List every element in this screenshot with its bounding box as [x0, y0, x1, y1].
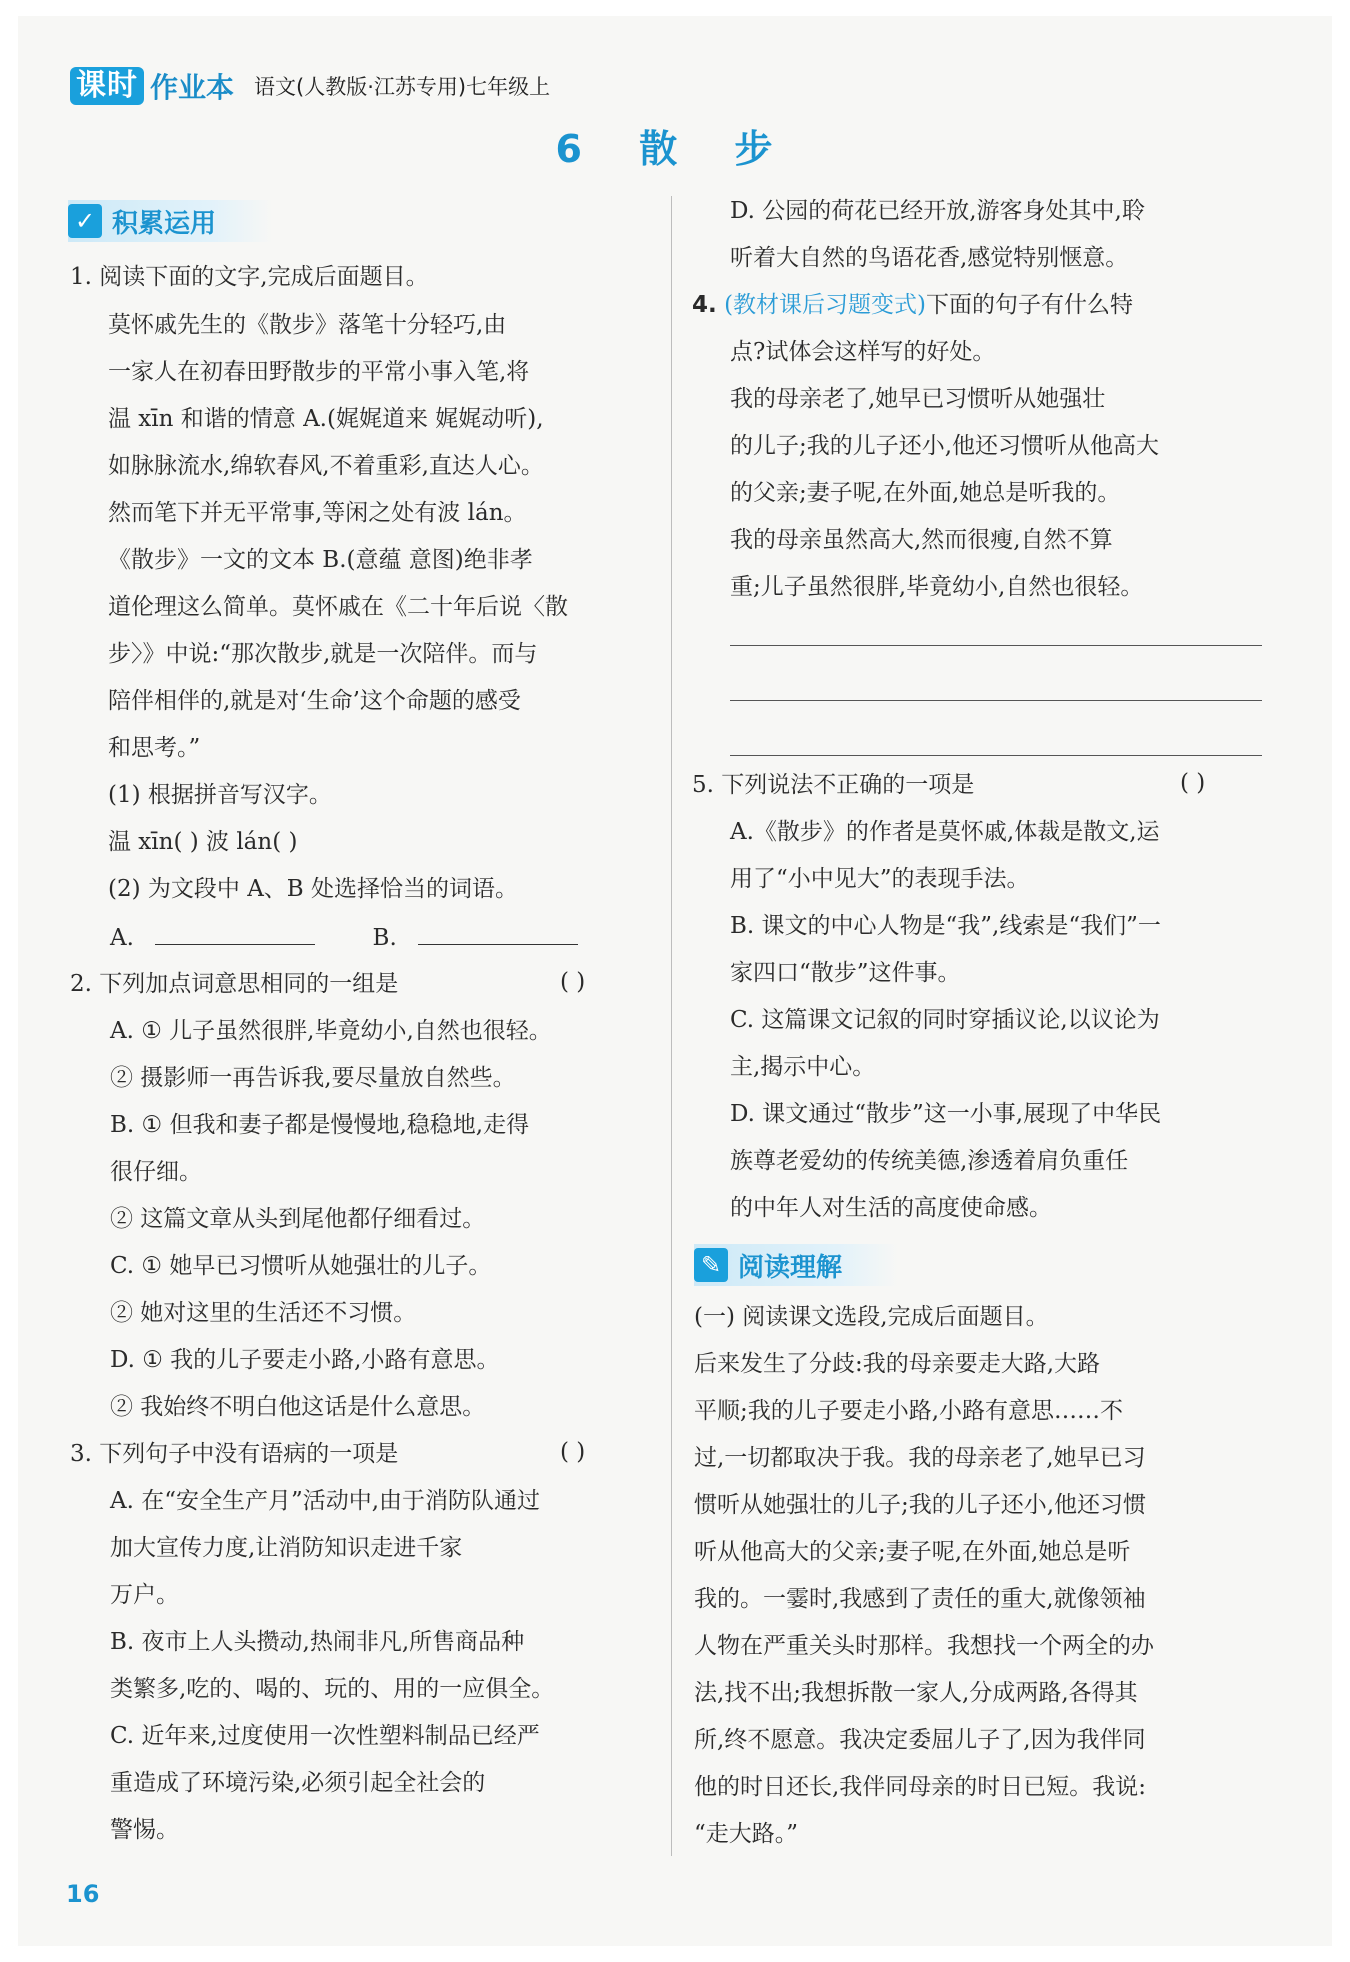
answer-blank-b[interactable]: [418, 922, 578, 945]
q1-stem: 1. 阅读下面的文字,完成后面题目。: [70, 264, 429, 290]
q1-sub1-blanks: 温 xīn( ) 波 lán( ): [108, 829, 298, 855]
q4-stem: [692, 290, 1133, 320]
q3-option-a-cont: 加大宣传力度,让消防知识走进千家: [110, 1535, 463, 1561]
q4-answer-line-1[interactable]: [730, 645, 1262, 646]
section-header-reading: [694, 1244, 898, 1286]
page-header: [70, 64, 550, 108]
q4-quote-line: 我的母亲老了,她早已习惯听从她强壮: [730, 386, 1106, 412]
q2-option-a1: A. ① 儿子虽然很胖,毕竟幼小,自然也很轻。: [110, 1018, 552, 1044]
q5-option-c: C. 这篇课文记叙的同时穿插议论,以议论为: [730, 1007, 1160, 1033]
q2-option-c1: C. ① 她早已习惯听从她强壮的儿子。: [110, 1253, 492, 1279]
q1-sub1: (1) 根据拼音写汉字。: [108, 782, 332, 808]
lesson-title: 6 散 步: [555, 127, 795, 171]
q3-option-a-cont: 万户。: [110, 1582, 179, 1608]
reading-passage-line: 法,找不出;我想拆散一家人,分成两路,各得其: [694, 1680, 1138, 1706]
passage-line: 温 xīn 和谐的情意 A.(娓娓道来 娓娓动听),: [108, 406, 544, 432]
reading-passage-line: 平顺;我的儿子要走小路,小路有意思……不: [694, 1398, 1124, 1424]
q3-option-d: D. 公园的荷花已经开放,游客身处其中,聆: [730, 198, 1145, 224]
label-a: A.: [110, 925, 134, 951]
reading-passage-line: 惯听从她强壮的儿子;我的儿子还小,他还习惯: [694, 1492, 1147, 1518]
passage-line: 然而笔下并无平常事,等闲之处有波 lán。: [108, 500, 527, 526]
book-logo: [70, 66, 234, 106]
q4-stem-text: 下面的句子有什么特: [926, 292, 1134, 318]
reading-passage-line: 人物在严重关头时那样。我想找一个两全的办: [694, 1633, 1154, 1659]
q5-option-a-cont: 用了“小中见大”的表现手法。: [730, 866, 1030, 892]
q2-option-b1-cont: 很仔细。: [110, 1159, 202, 1185]
q5-option-b: B. 课文的中心人物是“我”,线索是“我们”一: [730, 913, 1161, 939]
passage-line: 《散步》一文的文本 B.(意蕴 意图)绝非孝: [108, 547, 533, 573]
reading-passage-line: 我的。一霎时,我感到了责任的重大,就像领袖: [694, 1586, 1146, 1612]
q4-quote-line: 的儿子;我的儿子还小,他还习惯听从他高大: [730, 433, 1160, 459]
q2-option-c2: ② 她对这里的生活还不习惯。: [110, 1300, 417, 1326]
logo-text: 作业本: [150, 71, 235, 104]
logo-box: 课时: [70, 67, 144, 105]
check-icon: ✓: [68, 204, 102, 238]
q3-option-c-cont: 警惕。: [110, 1817, 179, 1843]
q5-option-d-cont: 的中年人对生活的高度使命感。: [730, 1195, 1052, 1221]
q5-option-d: D. 课文通过“散步”这一小事,展现了中华民: [730, 1101, 1162, 1127]
q4-source-tag: (教材课后习题变式): [724, 292, 927, 318]
q4-answer-line-3[interactable]: [730, 755, 1262, 756]
q2-option-d2: ② 我始终不明白他这话是什么意思。: [110, 1394, 486, 1420]
q3-option-c-cont: 重造成了环境污染,必须引起全社会的: [110, 1770, 486, 1796]
section-header-accumulate: [68, 200, 272, 242]
section-title: 积累运用: [112, 208, 217, 239]
q5-option-c-cont: 主,揭示中心。: [730, 1054, 876, 1080]
q3-option-b: B. 夜市上人头攒动,热闹非凡,所售商品种: [110, 1629, 525, 1655]
reading-passage-line: 过,一切都取决于我。我的母亲老了,她早已习: [694, 1445, 1146, 1471]
reading-passage-line: 后来发生了分歧:我的母亲要走大路,大路: [694, 1351, 1101, 1377]
q3-option-a: A. 在“安全生产月”活动中,由于消防队通过: [110, 1488, 541, 1514]
reading-part-1-stem: (一) 阅读课文选段,完成后面题目。: [694, 1304, 1049, 1330]
q5-option-a: A.《散步》的作者是莫怀戚,体裁是散文,运: [730, 819, 1160, 845]
section-title: 阅读理解: [738, 1252, 843, 1283]
passage-line: 和思考。”: [108, 735, 201, 761]
label-b: B.: [372, 925, 397, 951]
q3-option-d-cont: 听着大自然的鸟语花香,感觉特别惬意。: [730, 245, 1129, 271]
q3-answer-paren[interactable]: ( ): [560, 1439, 586, 1465]
reading-passage-line: 他的时日还长,我伴同母亲的时日已短。我说:: [694, 1774, 1147, 1800]
q4-answer-line-2[interactable]: [730, 700, 1262, 701]
q4-number: 4.: [692, 292, 717, 318]
passage-line: 一家人在初春田野散步的平常小事入笔,将: [108, 359, 530, 385]
column-divider: [671, 196, 672, 1856]
q2-stem: 2. 下列加点词意思相同的一组是: [70, 971, 399, 997]
passage-line: 步〉》中说:“那次散步,就是一次陪伴。而与: [108, 641, 538, 667]
q1-sub2-blanks: [110, 922, 578, 953]
q2-option-b1: B. ① 但我和妻子都是慢慢地,稳稳地,走得: [110, 1112, 530, 1138]
q2-option-b2: ② 这篇文章从头到尾他都仔细看过。: [110, 1206, 486, 1232]
reading-passage-line: 所,终不愿意。我决定委屈儿子了,因为我伴同: [694, 1727, 1146, 1753]
q2-option-d1: D. ① 我的儿子要走小路,小路有意思。: [110, 1347, 500, 1373]
q4-quote-line: 重;儿子虽然很胖,毕竟幼小,自然也很轻。: [730, 574, 1144, 600]
q2-option-a2: ② 摄影师一再告诉我,要尽量放自然些。: [110, 1065, 516, 1091]
passage-line: 莫怀戚先生的《散步》落笔十分轻巧,由: [108, 312, 507, 338]
q3-option-c: C. 近年来,过度使用一次性塑料制品已经严: [110, 1723, 540, 1749]
q5-option-b-cont: 家四口“散步”这件事。: [730, 960, 961, 986]
q5-option-d-cont: 族尊老爱幼的传统美德,渗透着肩负重任: [730, 1148, 1129, 1174]
reading-passage-line: “走大路。”: [694, 1821, 799, 1847]
q4-quote-line: 我的母亲虽然高大,然而很瘦,自然不算: [730, 527, 1113, 553]
pencil-icon: ✎: [694, 1248, 728, 1282]
subject-label: 语文(人教版·江苏专用)七年级上: [254, 75, 551, 99]
reading-passage-line: 听从他高大的父亲;妻子呢,在外面,她总是听: [694, 1539, 1131, 1565]
q5-answer-paren[interactable]: ( ): [1180, 770, 1206, 796]
q3-stem: 3. 下列句子中没有语病的一项是: [70, 1441, 399, 1467]
passage-line: 如脉脉流水,绵软春风,不着重彩,直达人心。: [108, 453, 544, 479]
answer-blank-a[interactable]: [155, 922, 315, 945]
q4-stem-cont: 点?试体会这样写的好处。: [730, 339, 996, 365]
q5-stem: 5. 下列说法不正确的一项是: [692, 772, 975, 798]
q4-quote-line: 的父亲;妻子呢,在外面,她总是听我的。: [730, 480, 1121, 506]
q3-option-b-cont: 类繁多,吃的、喝的、玩的、用的一应俱全。: [110, 1676, 555, 1702]
q1-sub2: (2) 为文段中 A、B 处选择恰当的词语。: [108, 876, 519, 902]
passage-line: 道伦理这么简单。莫怀戚在《二十年后说〈散: [108, 594, 568, 620]
passage-line: 陪伴相伴的,就是对‘生命’这个命题的感受: [108, 688, 521, 714]
page-number: 16: [66, 1880, 100, 1908]
q2-answer-paren[interactable]: ( ): [560, 969, 586, 995]
